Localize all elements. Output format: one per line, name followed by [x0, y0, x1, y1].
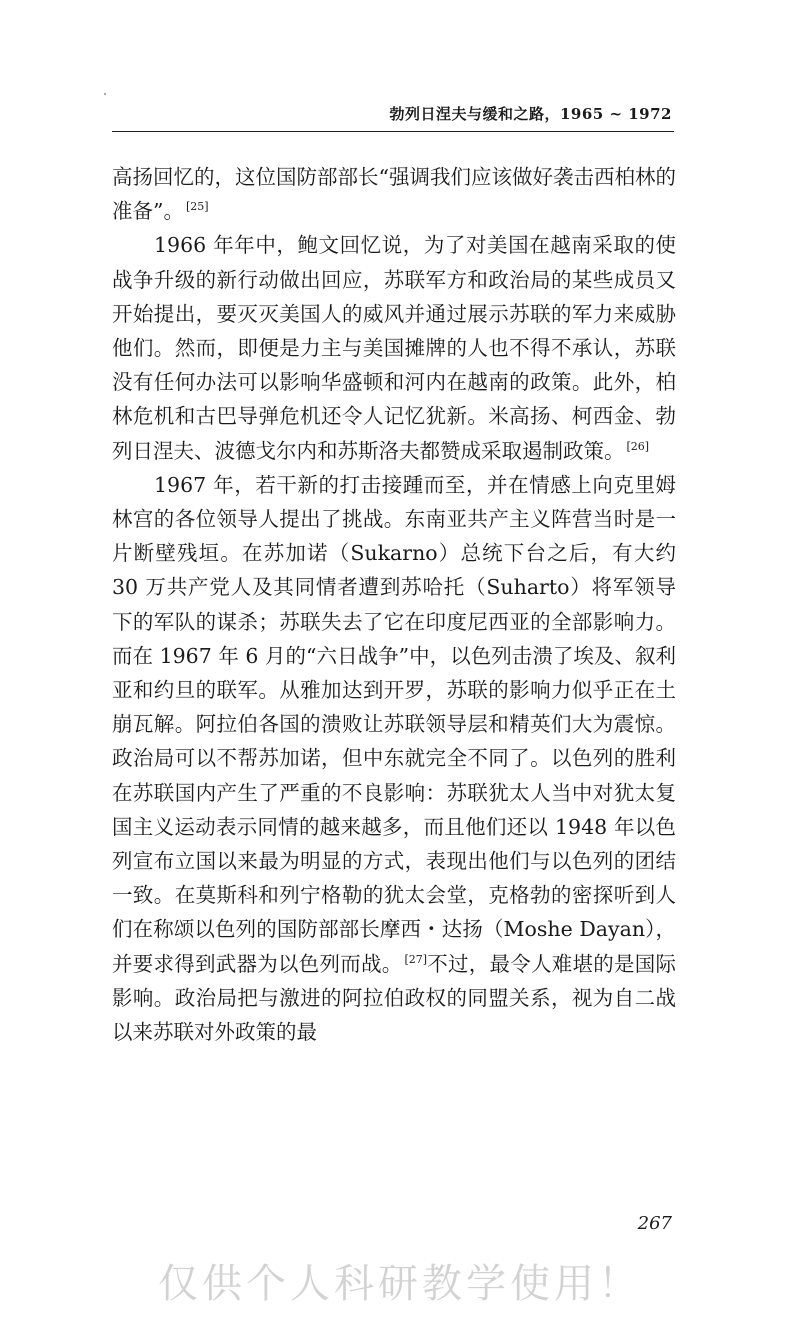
paragraph-1	[112, 160, 676, 228]
watermark: 仅供个人科研教学使用！	[158, 1261, 642, 1307]
scan-speck	[104, 93, 106, 95]
paragraph-2	[112, 228, 676, 467]
header-rule	[112, 131, 674, 132]
paragraph-3-text-b: 不过，最令人难堪的是国际影响。政治局把与激进的阿拉伯政权的同盟关系，视为自二战以来苏联对外政策的最	[112, 951, 677, 1045]
paragraph-3-text-a: 1967 年，若干新的打击接踵而至，并在情感上向克里姆林宫的各位领导人提出了挑战。东南亚共产主义阵营当时是一片断壁残垣。在苏加诺（Sukarno）总统下台之后，有大约 30 万共产党人及其同情者遭到苏哈托（Suharto）将军领导下的军队的谋杀；苏联失去了它在印度尼西亚的全部影响力。而在 1967 年 6 月的“六日战争”中，以色列击溃了埃及、叙利亚和约旦的联军。从雅加达到开罗，苏联的影响力似乎正在土崩瓦解。阿拉伯各国的溃败让苏联领导层和精英们大为震惊。政治局可以不帮苏加诺，但中东就完全不同了。以色列的胜利在苏联国内产生了严重的不良影响：苏联犹太人当中对犹太复国主义运动表示同情的越来越多，而且他们还以 1948 年以色列宣布立国以来最为明显的方式，表现出他们与以色列的团结一致。在莫斯科和列宁格勒的犹太会堂，克格勃的密探听到人们在称颂以色列的国防部部长摩西・达扬（Moshe Dayan），并要求得到武器为以色列而战。	[112, 472, 676, 976]
running-header: 勃列日涅夫与缓和之路，1965 ~ 1972	[389, 105, 672, 123]
footnote-ref-25: [25]	[185, 200, 209, 214]
page-number: 267	[637, 1213, 672, 1234]
page-body	[112, 160, 676, 1049]
footnote-ref-26: [26]	[626, 439, 650, 453]
paragraph-3	[112, 468, 676, 1049]
paragraph-2-text: 1966 年年中，鲍文回忆说，为了对美国在越南采取的使战争升级的新行动做出回应，苏联军方和政治局的某些成员又开始提出，要灭灭美国人的威风并通过展示苏联的军力来威胁他们。然而，即便是力主与美国摊牌的人也不得不承认，苏联没有任何办法可以影响华盛顿和河内在越南的政策。此外，柏林危机和古巴导弹危机还令人记忆犹新。米高扬、柯西金、勃列日涅夫、波德戈尔内和苏斯洛夫都赞成采取遏制政策。	[112, 233, 676, 463]
paragraph-1-text: 高扬回忆的，这位国防部部长“强调我们应该做好袭击西柏林的准备”。	[112, 165, 676, 224]
footnote-ref-27: [27]	[404, 952, 428, 966]
